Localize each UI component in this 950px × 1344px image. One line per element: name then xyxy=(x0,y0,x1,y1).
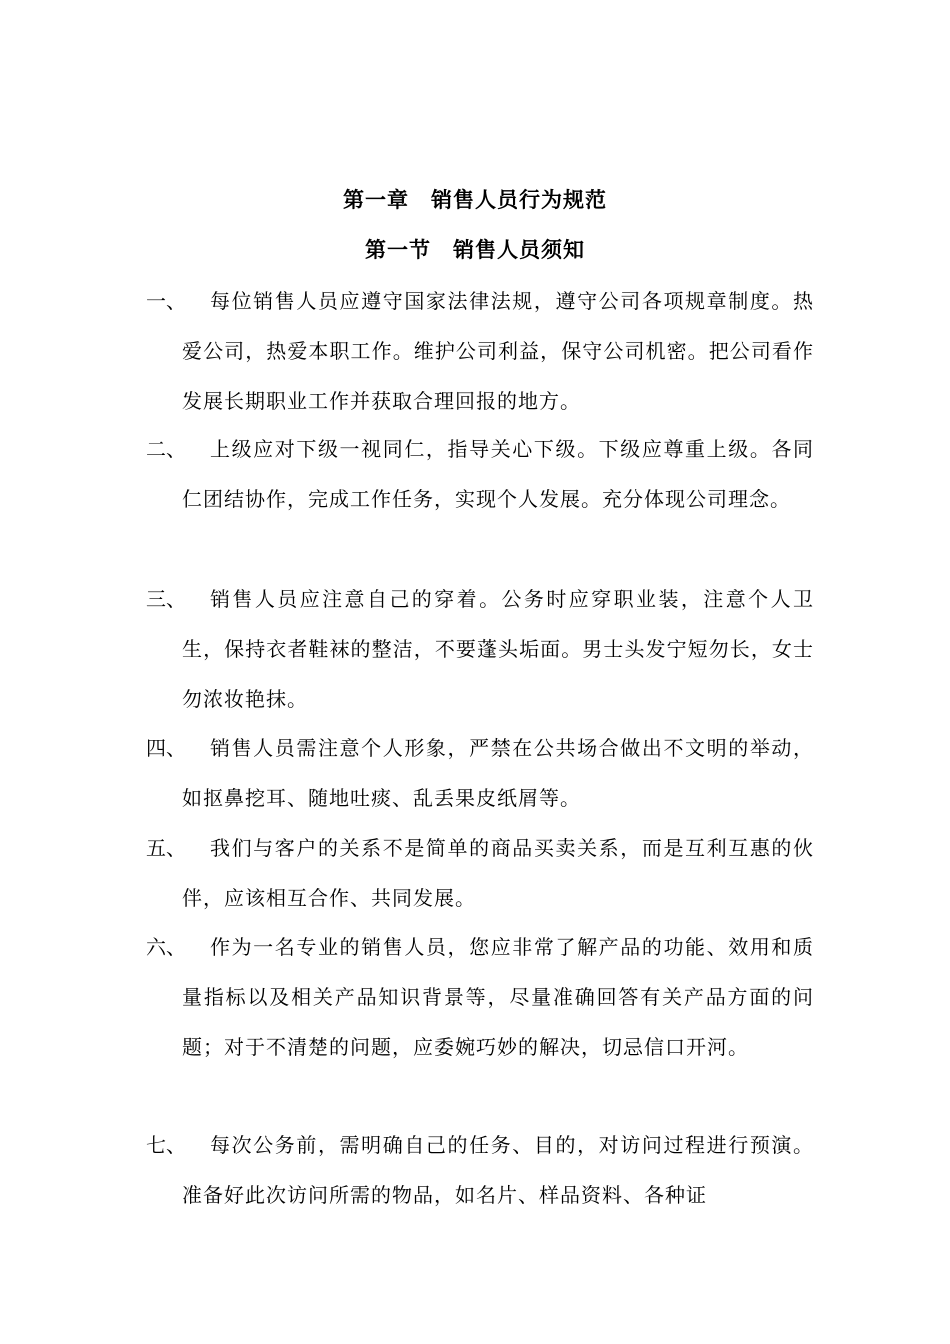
rule-number: 六、 xyxy=(146,935,186,959)
rule-number: 三、 xyxy=(146,587,186,611)
rule-number: 一、 xyxy=(146,289,186,313)
rule-number: 四、 xyxy=(146,736,186,760)
rule-text: 上级应对下级一视同仁，指导关心下级。下级应尊重上级。各同仁团结协作，完成工作任务，实现个人发展。充分体现公司理念。 xyxy=(182,437,814,511)
rule-number: 七、 xyxy=(146,1133,186,1157)
rule-text: 我们与客户的关系不是简单的商品买卖关系，而是互利互惠的伙伴，应该相互合作、共同发展。 xyxy=(182,836,814,910)
rule-text: 每位销售人员应遵守国家法律法规，遵守公司各项规章制度。热爱公司，热爱本职工作。维护公司利益，保守公司机密。把公司看作发展长期职业工作并获取合理回报的地方。 xyxy=(182,289,814,413)
section-title: 第一节 销售人员须知 xyxy=(365,237,585,262)
chapter-title: 第一章 销售人员行为规范 xyxy=(343,187,607,212)
rule-number: 五、 xyxy=(146,836,186,860)
rule-text: 销售人员需注意个人形象，严禁在公共场合做出不文明的举动，如抠鼻挖耳、随地吐痰、乱丢果皮纸屑等。 xyxy=(182,736,814,810)
rule-text: 作为一名专业的销售人员，您应非常了解产品的功能、效用和质量指标以及相关产品知识背景等，尽量准确回答有关产品方面的问题；对于不清楚的问题，应委婉巧妙的解决，切忌信口开河。 xyxy=(182,935,814,1059)
rule-number: 二、 xyxy=(146,437,186,461)
rule-text: 销售人员应注意自己的穿着。公务时应穿职业装，注意个人卫生，保持衣者鞋袜的整洁，不要蓬头垢面。男士头发宁短勿长，女士勿浓妆艳抹。 xyxy=(182,587,814,711)
rule-text: 每次公务前，需明确自己的任务、目的，对访问过程进行预演。准备好此次访问所需的物品，如名片、样品资料、各种证 xyxy=(182,1133,814,1207)
